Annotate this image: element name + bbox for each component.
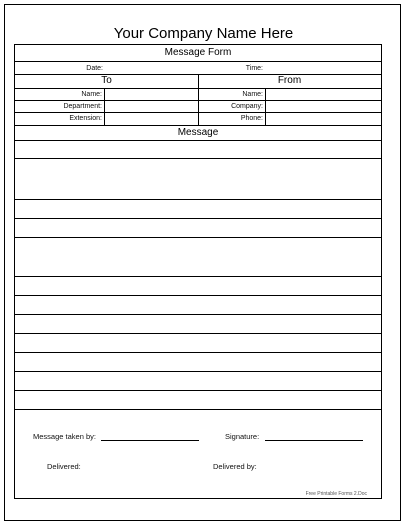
message-line — [15, 409, 381, 410]
message-line — [15, 371, 381, 372]
divider — [15, 61, 381, 62]
date-label: Date: — [86, 65, 103, 72]
divider — [15, 125, 381, 126]
from-header: From — [277, 75, 302, 86]
message-line — [15, 295, 381, 296]
to-department-label: Department: — [63, 103, 102, 110]
message-line — [15, 199, 381, 200]
from-name-label: Name: — [242, 91, 263, 98]
message-line — [15, 237, 381, 238]
delivered-label: Delivered: — [47, 462, 81, 471]
divider — [15, 140, 381, 141]
message-form — [14, 44, 382, 499]
message-line — [15, 158, 381, 159]
time-label: Time: — [245, 65, 263, 72]
to-header: To — [101, 75, 112, 86]
to-extension-label: Extension: — [69, 115, 102, 122]
message-line — [15, 333, 381, 334]
message-header: Message — [177, 127, 219, 138]
divider — [104, 88, 105, 125]
message-taken-by-line — [101, 440, 199, 441]
message-line — [15, 352, 381, 353]
message-taken-by-label: Message taken by: — [33, 432, 96, 441]
to-name-line — [15, 100, 381, 101]
delivered-by-label: Delivered by: — [213, 462, 257, 471]
message-line — [15, 390, 381, 391]
to-name-label: Name: — [81, 91, 102, 98]
signature-line — [265, 440, 363, 441]
message-line — [15, 276, 381, 277]
message-line — [15, 314, 381, 315]
company-name-title: Your Company Name Here — [113, 25, 294, 42]
from-phone-label: Phone: — [240, 115, 263, 122]
signature-label: Signature: — [225, 432, 260, 441]
from-company-label: Company: — [231, 103, 263, 110]
form-title: Message Form — [164, 47, 232, 58]
to-department-line — [15, 112, 381, 113]
message-line — [15, 218, 381, 219]
divider — [265, 88, 266, 125]
footer-note: Free Printable Forms 2.Doc — [305, 491, 367, 497]
